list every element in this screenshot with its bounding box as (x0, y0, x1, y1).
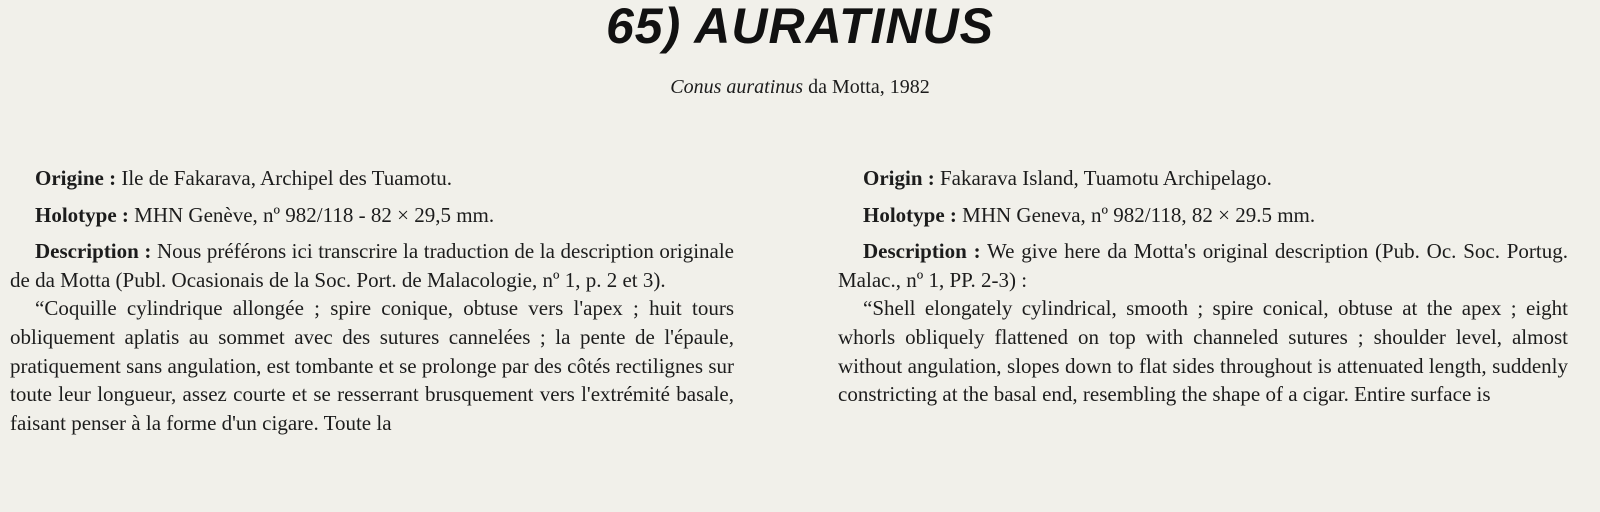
species-scientific-name: Conus auratinus (670, 76, 804, 98)
en-description-text: We give here da Motta's original description (Pub. Oc. Soc. Portug. Malac., nº 1, PP. 2-3) : (838, 239, 1568, 292)
species-subtitle (0, 74, 1600, 100)
en-holotype (838, 201, 1568, 230)
fr-description-text: Nous préférons ici transcrire la traduction de la description originale de da Motta (Publ. Ocasionais de la Soc. Port. de Malacologie, nº 1, p. 2 et 3). (10, 239, 735, 292)
en-quote: “Shell elongately cylindrical, smooth ; spire conical, obtuse at the apex ; eight whorls obliquely flattened on top with channeled sutures ; shoulder level, almost without angulation, slopes down to flat sides throughout is attenuated length, suddenly constricting at the basal end, resembling the shape of a cigar. Entire surface is (838, 296, 1568, 407)
en-origin-text: Fakarava Island, Tuamotu Archipelago. (940, 166, 1272, 190)
fr-origin-label: Origine : (35, 166, 117, 190)
en-description (838, 237, 1568, 294)
fr-description-label: Description : (35, 239, 152, 264)
en-holotype-text: MHN Geneva, nº 982/118, 82 × 29.5 mm. (962, 202, 1316, 227)
fr-origin-text: Ile de Fakarava, Archipel des Tuamotu. (121, 166, 453, 190)
fr-holotype-text: MHN Genève, nº 982/118 - 82 × 29,5 mm. (134, 202, 495, 227)
species-author-year: da Motta, 1982 (808, 76, 930, 98)
english-column (838, 164, 1568, 409)
fr-holotype (10, 201, 734, 230)
fr-holotype-label: Holotype : (35, 202, 129, 227)
fr-quote: “Coquille cylindrique allongée ; spire conique, obtuse vers l'apex ; huit tours obliquement aplatis au sommet avec des sutures cannelées ; la pente de l'épaule, pratiquement sans angulation, est tombante et se prolonge par des côtés rectilignes sur toute leur longueur, assez courte et se resserrant brusquement vers l'extrémité basale, faisant penser à la forme d'un cigare. Toute la (10, 296, 734, 435)
en-holotype-label: Holotype : (863, 202, 957, 227)
french-column (10, 164, 734, 437)
fr-description (10, 237, 734, 294)
en-origin-label: Origin : (863, 166, 935, 190)
species-title: 65) AURATINUS (605, 0, 995, 54)
en-origin (838, 164, 1568, 193)
en-description-label: Description : (863, 239, 981, 264)
fr-origin (10, 164, 734, 193)
